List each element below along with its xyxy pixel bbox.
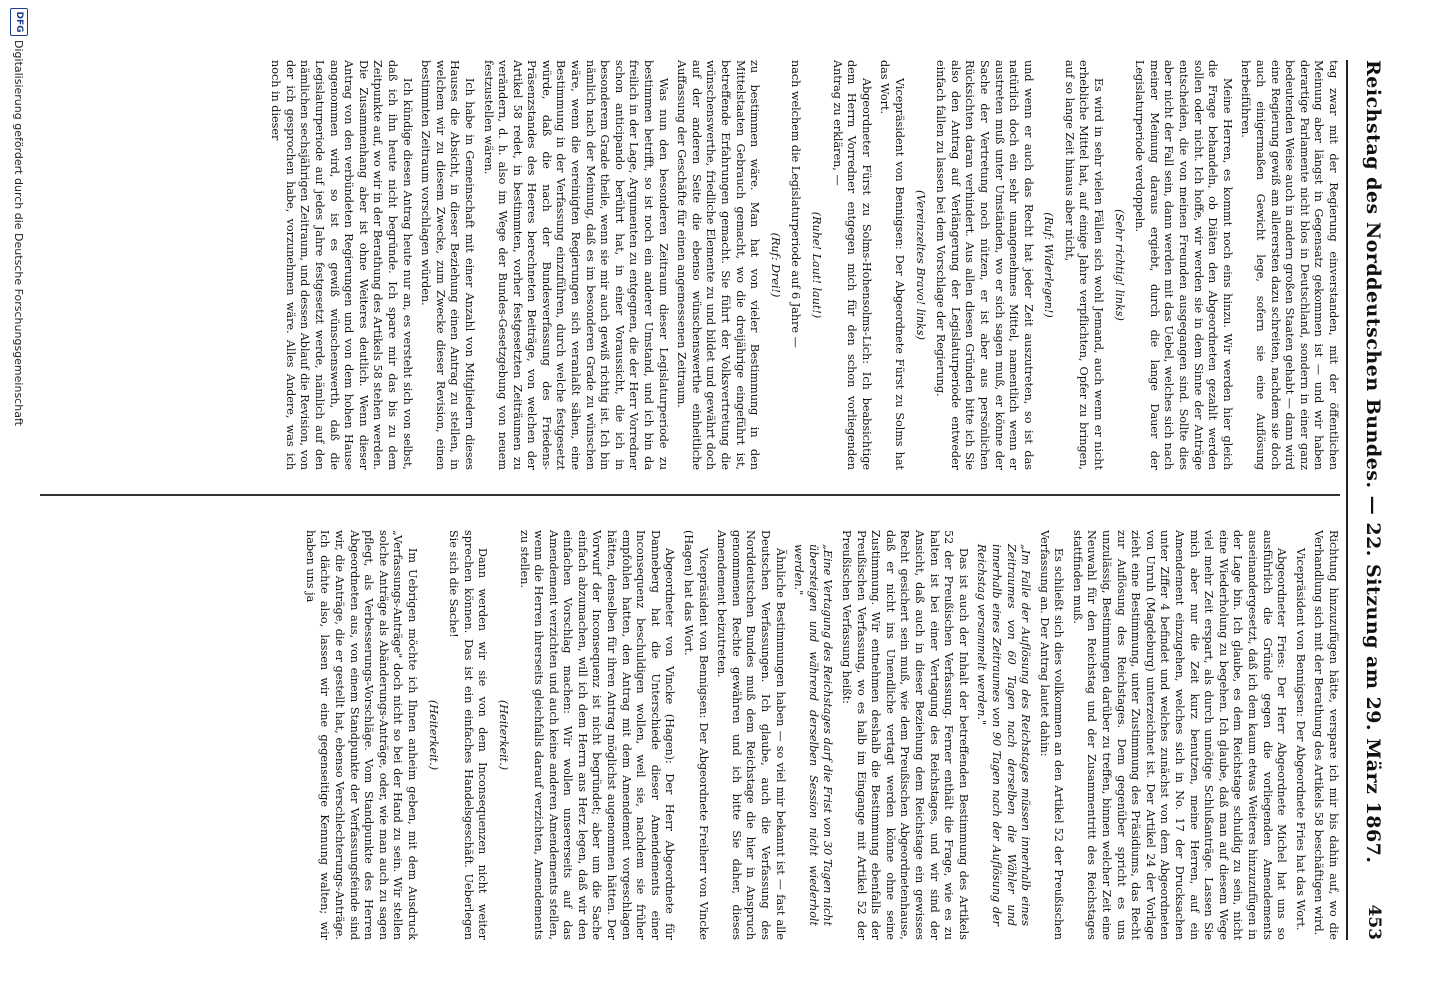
right-column bbox=[40, 530, 1340, 940]
speaker-line: Vicepräsident von Bennigsen: Der Abgeordnete Fries hat das Wort. bbox=[1293, 548, 1307, 931]
paragraph: zu bestimmen wäre. Man hat von vieler Bestimmung in den Mittelstaaten Gebrauch gemacht, wo die dreijährige eingeführt ist, betreffende Erfahrungen gemacht. Sie führt der Volksvertretung die wünschenswerthe, friedliche Elemente zu und bildet und gewährt doch auf der anderen Seite die ebenso wünschenswerthe einheitliche Auffassung der Geschäfte für einen angemessenen Zeitraum. bbox=[675, 60, 762, 470]
left-column bbox=[40, 60, 1340, 470]
dfg-logo-icon: DFG bbox=[10, 8, 28, 36]
paragraph: tag zwar mit der Regierung einverstanden, mit der öffentlichen Meinung aber längst in Gegensatz gekommen ist — und wir haben derartige Parlamente nicht blos in Deutschland, sondern in einer ganz bedeutenden Weise auch in andern großen Staaten gehabt — dann wird eine Regierung gewiß am allerersten dazu schreiten, nachdem sie doch auch einigermaßen Gewicht lege, sofern sie eine Auflösung herbeiführen. bbox=[1239, 60, 1340, 470]
remark: (Heiterkeit.) bbox=[496, 699, 510, 771]
remark: (Ruf: Drei!) bbox=[768, 232, 782, 298]
paragraph: Was nun den besonderen Zeitraum dieser Legislaturperiode zu bestimmen betrifft, so ist noch ein anderer Umstand, und ich bin da freilich in der Lage, Argumenten zu entgegnen, die der Herr Vorredner schon anticipando berührt hat, in einer Voraussicht, die ich in besonderem Grade theile, wenn sie mir auch gewiß richtig ist. Ich bin nämlich nach der Meinung, daß es im besonderen Grade zu wünschen wäre, wenn die vereinigten Regierungen sich veranlaßt sähen, eine Bestimmung in der Verfassung einzuführen, durch welche festgesetzt würde, daß die nach der Bundesverfassung des Friedens-Präsenzstandes des Heeres berechneten Beiträge, von welchen der Artikel 58 redet, in bestimmten, vorher festgesetzten Zeiträumen zu verändern, d. h. also im Wege der Bundes-Gesetzgebung von neuem festzustellen wären. bbox=[481, 60, 670, 470]
paragraph: Abgeordneter von Vincke (Hagen): Der Herr Abgeordnete für Danneberg hat die Unterschiede dieser Amendements einer Inconsequenz beschuldigen wollen, weil sie, nachdem sie früher empfohlen hatten, den Antrag mit dem Amendement vorgeschlagen hätten, denselben für ihren Antrag möglichst augenommen hätten. Der Vorwurf der Inconsequenz ist nicht begründet; aber um die Sache einfach abzumachen, will ich dem Herrn ans Herz legen, daß wir den einfachen Vorschlag machen: Wir wollen unsererseits auf das Amendement verzichten und auch keine anderen Amendements stellen, wenn die Herren ihrerseits gleichfalls darauf verzichten, Amendements zu stellen. bbox=[517, 530, 677, 940]
paragraph: und wenn er auch das Recht hat jeder Zeit auszutreten, so ist das natürlich doch ein sehr unangenehmes Mittel, namentlich wenn er austreten muß unter Umständen, wo er sich sagen muß, er könne der Sache der Vertretung noch nützen, er ist aber aus persönlichen Rücksichten daran verhindert. Aus allen diesen Gründen bitte ich Sie also den Antrag auf Verlängerung der Legislaturperiode entweder einfach fallen zu lassen bei dem Vorschlage der Regierung. bbox=[934, 60, 1035, 470]
paragraph: Abgeordneter Fries: Der Herr Abgeordnete Michel hat uns so ausführlich die Gründe gegen die vorliegenden Amendements auseinandergesetzt, daß ich dem kaum etwas Weiteres hinzuzufügen in der Lage bin. Ich glaube, es dem Reichstage schuldig zu sein, nicht eine Wiederholung zu begehen. Ich glaube, daß man auf diesem Wege viel mehr Zeit erspart, als durch unnötige Schlußanträge. Lassen Sie mich aber nur die Zeit kurz benutzen, meine Herren, auf ein Amendement einzugehen, welches sich in No. 17 der Drucksachen unter Ziffer 4 befindet und welches zunächst von dem Abgeordneten von Unruh (Magdeburg) unterzeichnet ist. Der Artikel 24 der Vorlage zieht eine Bestimmung, unter Zustimmung des Präsidiums, das Recht zur Auflösung des Reichstages. Dem gegenüber spricht es uns unzulässig, Bestimmungen darüber zu treffen, binnen welcher Zeit eine Neuwahl für den Reichstag und der Zusammentritt des Reichstages stattfinden muß. bbox=[1070, 530, 1289, 940]
paragraph: Ich kündige diesen Antrag heute nur an, es versteht sich von selbst, daß ich ihn heute nicht begründe. Ich spare mir das bis zu dem Zeitpunkte auf, wo wir in der Berathung des Artikels 58 stehen werden. Die Zusammenhang aber ist ohne Weiteres deutlich. Wenn dieser Antrag von den verbündeten Regierungen und von dem hohen Hause angenommen wird, so ist es gewiß wünschenswerth, daß die Legislaturperiode auf jedes Jahre festgesetzt werde, nämlich auf den nämlichen sechsjährigen Zeitraum, und dessen Ablauf die Revision, von der ich gesprochen habe, vorzunehmen wäre. Alles Andere, was ich noch in dieser bbox=[269, 60, 414, 470]
paragraph: Ähnliche Bestimmungen haben — so viel mir bekannt ist — fast alle Deutschen Verfassungen. Ich glaube, auch die Verfassung des Norddeutschen Bundes muß dem Reichstage die hier in Anspruch genommenen Rechte gewähren und ich bitte Sie daher, dieses Amendement beizutreten. bbox=[715, 530, 787, 940]
running-title: Reichstag des Norddeutschen Bundes. — 22. Sitzung am 29. März 1867. bbox=[1362, 60, 1384, 864]
paragraph: Richtung hinzuzufügen hätte, verspare ich mir bis dahin auf, wo die Verhandlung sich mit der Berathung des Artikels 58 beschäftigen wird. bbox=[1312, 530, 1340, 940]
quotation: „Im Falle der Auflösung des Reichstages müssen innerhalb eines Zeitraumes von 60 Tagen nach derselben die Wähler und innerhalb eines Zeitraumes von 90 Tagen nach der Auflösung der Reichstag versammelt werden." bbox=[975, 544, 1033, 926]
remark: (Heiterkeit.) bbox=[426, 699, 440, 771]
paragraph: Es wird in sehr vielen Fällen sich wohl Jemand, auch wenn er nicht erhebliche Mittel hat, auf einige Jahre verpflichten, Opfer zu bringen, auf so lange Zeit hinaus aber nicht, bbox=[1062, 60, 1106, 470]
paragraph: Im Uebrigen möchte ich Ihnen anheim geben, mit dem Ausdruck „Verfassungs-Anträge" doch nicht so bei der Hand zu sein. Wir stellen solche Anträge als Abänderungs-Anträge, oder, wie man auch zu sagen pflegt, als Verbesserungs-Vorschläge. Vom Standpunkte des Herren Abgeordneten aus, von einem Standpunkte der Verfassungsfeinde sind wir, die Anträge, die er gestellt hat, ebenso Verschlechterungs-Anträge. Ich dächte also, lassen wir eine gegenseitige Kennung walten; wir haben uns ja bbox=[303, 530, 419, 940]
paragraph: Ich habe in Gemeinschaft mit einer Anzahl von Mitgliedern dieses Hauses die Absicht, in dieser Beziehung einen Antrag zu stellen, in welchem wir zu diesem Zwecke, zum Zwecke dieser Revision, einen bestimmten Zeitraum vorschlagen würden. bbox=[419, 60, 476, 470]
paragraph: nach welchem die Legislaturperiode auf 6 Jahre — bbox=[789, 60, 803, 348]
remark: (Vereinzeltes Bravo! links) bbox=[913, 190, 927, 340]
funding-credit: Digitalisierung gefördert durch die Deutsche Forschungsgemeinschaft bbox=[12, 40, 25, 426]
page-header bbox=[1352, 60, 1392, 940]
speaker-line: Vicepräsident von Bennigsen: Der Abgeordnete Freiherr von Vincke (Hagen) hat das Wort. bbox=[682, 530, 710, 940]
speaker-line: Vicepräsident von Bennigsen: Der Abgeordnete Fürst zu Solms hat das Wort. bbox=[878, 60, 906, 470]
remark: (Ruhe! Laut! laut!) bbox=[810, 211, 823, 319]
paragraph: Das ist auch der Inhalt der betreffenden Bestimmung des Artikels 52 der Preußischen Verfassung. Ferner enthält die Frage, wie es zu halten ist bei einer Vertagung des Reichstages, und wir sind der Ansicht, daß auch in dieser Beziehung dem Reichstage ein gewisses Recht gesichert sein muß, wie dem Preußischen Abgeordnetenhause, daß er nicht ins Unendliche vertagt werden könne ohne seine Zustimmung. Wir entnehmen deshalb die Bestimmung ebenfalls der Preußischen Verfassung, wo es halb im Eingange mit Artikel 52 der Preußischen Verfassung heißt: bbox=[840, 530, 970, 940]
paragraph: Dann werden wir sie von dem Inconsequenzen nicht weiter sprechen können. Das ist ein einfaches Handelsgeschäft. Ueberlegen Sie sich die Sache! bbox=[447, 530, 490, 940]
paragraph: Abgeordneter Fürst zu Solms-Hohensolms-Lich: Ich beabsichtige dem Herrn Vorredner entgegen mich für den schon vorliegenden Antrag zu erklären, — bbox=[830, 60, 873, 470]
paragraph: Es schließt sich dies vollkommen an den Artikel 52 der Preußischen Verfassung an. Der Antrag lautet dahin: bbox=[1037, 530, 1066, 940]
header-rule bbox=[1346, 60, 1348, 940]
column-divider bbox=[40, 494, 1340, 496]
footer bbox=[0, 0, 37, 1000]
page-number: 453 bbox=[1364, 904, 1384, 940]
remark: (Ruf: Widerlegen!) bbox=[1042, 212, 1056, 318]
remark: (Sehr richtig! links) bbox=[1112, 209, 1126, 321]
quotation: „Eine Vertagung des Reichstages darf die Frist von 30 Tagen nicht übersteigen und während derselben Session nicht wiederholt werden." bbox=[792, 544, 835, 926]
paragraph: Meine Herren, es kommt noch eins hinzu. Wir werden hier gleich die Frage behandeln, ob Diäten den Abgeordneten gezahlt werden sollen oder nicht. Ich hoffe, wir werden sie in dem Sinne der Anträge entscheiden, die von meinen Freunden ausgegangen sind. Sollte dies aber nicht der Fall sein, dann werden mit das Uebel, welches sich nach meiner Meinung daraus ergiebt, durch die lange Dauer der Legislaturperiode verdoppeln. bbox=[1133, 60, 1234, 470]
